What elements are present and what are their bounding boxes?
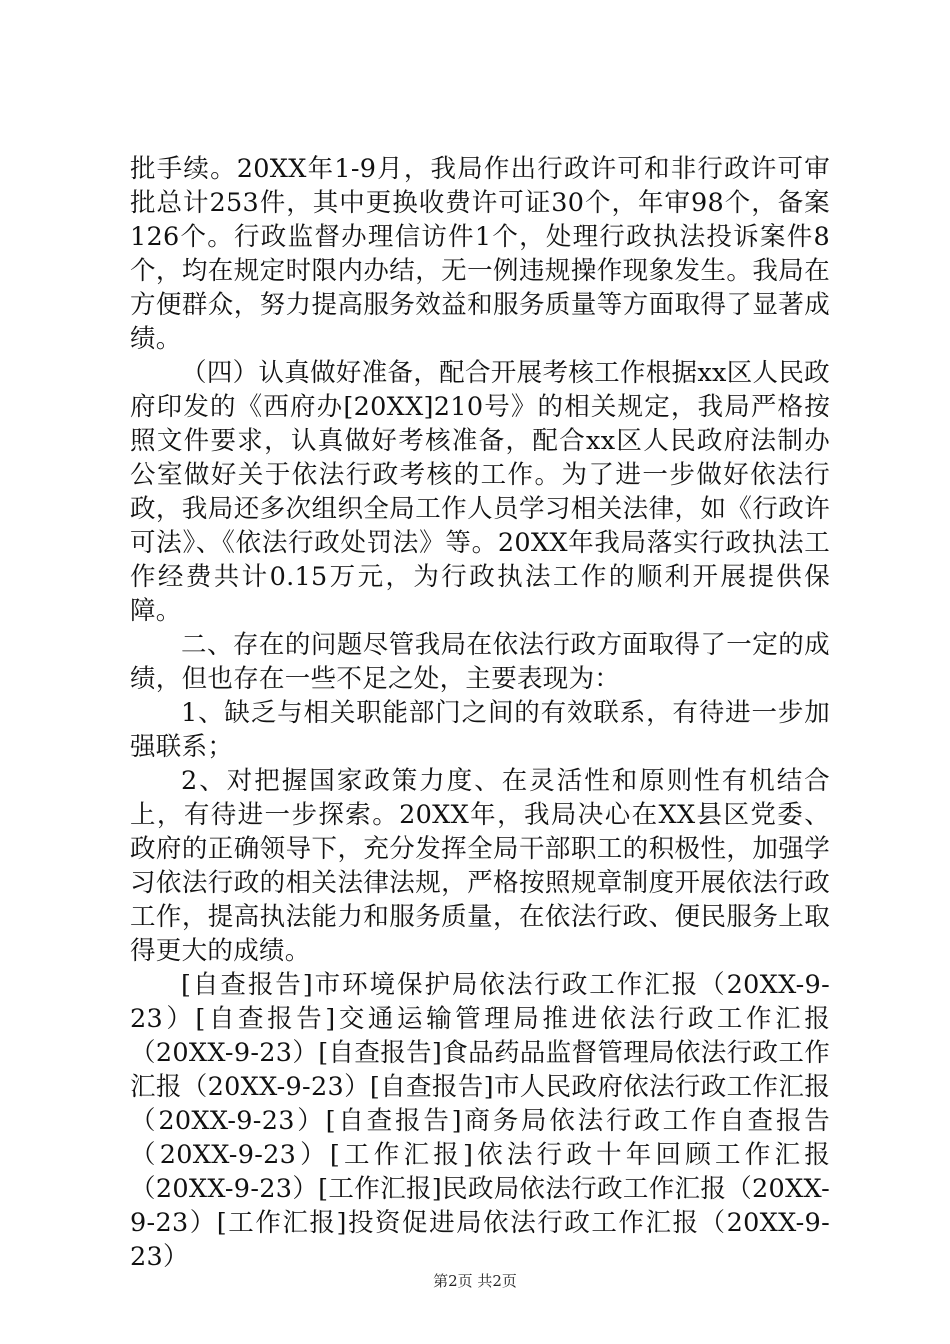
page-footer: 第2页 共2页: [433, 1272, 517, 1290]
paragraph-problem-2: 2、对把握国家政策力度、在灵活性和原则性有机结合上，有待进一步探索。20XX年，我局决心在XX县区党委、政府的正确领导下，充分发挥全局干部职工的积极性，加强学习依法行政的相关法律法规，严格按照规章制度开展依法行政工作，提高执法能力和服务质量，在依法行政、便民服务上取得更大的成绩。: [130, 766, 830, 966]
paragraph-problem-1: 1、缺乏与相关职能部门之间的有效联系，有待进一步加强联系；: [130, 698, 830, 762]
document-body: [130, 152, 830, 1274]
paragraph-problems-heading: 二、存在的问题尽管我局在依法行政方面取得了一定的成绩，但也存在一些不足之处，主要表现为：: [130, 630, 830, 694]
paragraph-related-reports: [自查报告]市环境保护局依法行政工作汇报（20XX-9-23）[自查报告]交通运输管理局推进依法行政工作汇报（20XX-9-23）[自查报告]食品药品监督管理局依法行政工作汇报（20XX-9-23）[自查报告]市人民政府依法行政工作汇报（20XX-9-23）[自查报告]商务局依法行政工作自查报告（20XX-9-23）[工作汇报]依法行政十年回顾工作汇报（20XX-9-23）[工作汇报]民政局依法行政工作汇报（20XX-9-23）[工作汇报]投资促进局依法行政工作汇报（20XX-9-23）: [130, 970, 830, 1272]
paragraph-assessment: （四）认真做好准备，配合开展考核工作根据xx区人民政府印发的《西府办[20XX]210号》的相关规定，我局严格按照文件要求，认真做好考核准备，配合xx区人民政府法制办公室做好关于依法行政考核的工作。为了进一步做好依法行政，我局还多次组织全局工作人员学习相关法律，如《行政许可法》、《依法行政处罚法》等。20XX年我局落实行政执法工作经费共计0.15万元，为行政执法工作的顺利开展提供保障。: [130, 358, 830, 626]
paragraph-approval-stats: 批手续。20XX年1-9月，我局作出行政许可和非行政许可审批总计253件，其中更换收费许可证30个，年审98个，备案126个。行政监督办理信访件1个，处理行政执法投诉案件8个，均在规定时限内办结，无一例违规操作现象发生。我局在方便群众，努力提高服务效益和服务质量等方面取得了显著成绩。: [130, 154, 830, 354]
